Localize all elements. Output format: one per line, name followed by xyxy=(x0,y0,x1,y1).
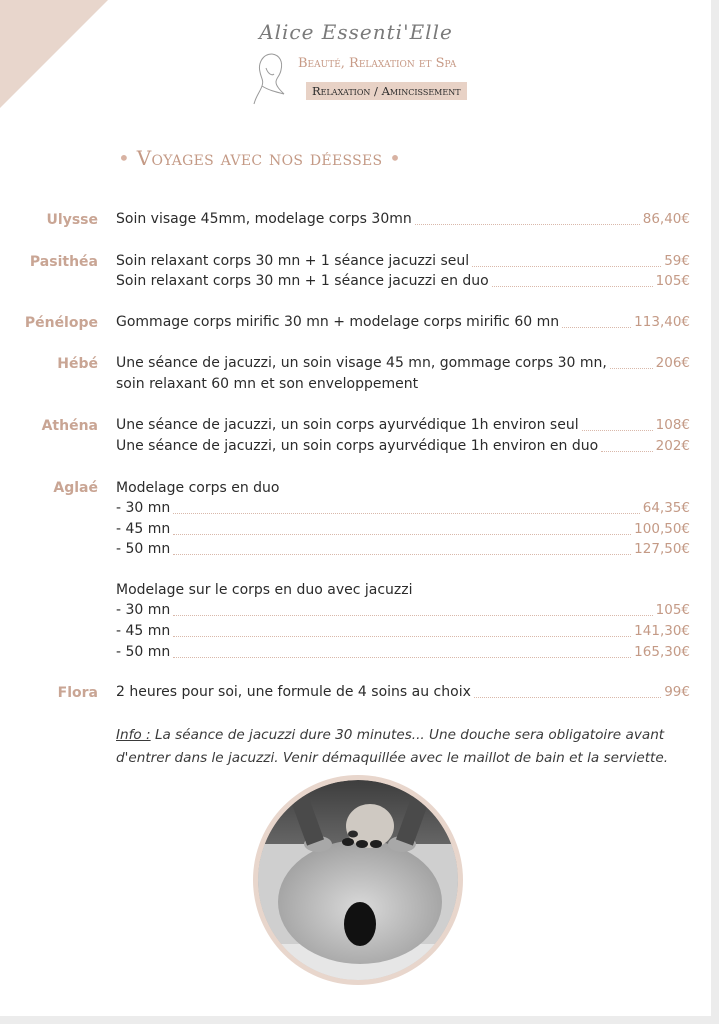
service-price: 99€ xyxy=(664,684,690,700)
dot-leader xyxy=(610,355,653,369)
info-note xyxy=(116,724,696,770)
price-row xyxy=(116,521,690,541)
price-row xyxy=(116,623,690,643)
service-price: 202€ xyxy=(655,438,690,454)
dot-leader xyxy=(415,211,640,225)
massage-photo xyxy=(252,774,464,986)
brand-tag: Relaxation / Amincissement xyxy=(306,82,467,100)
dot-leader xyxy=(173,623,631,637)
service-price: 113,40€ xyxy=(634,314,690,330)
service-label: Soin relaxant corps 30 mn + 1 séance jacuzzi en duo xyxy=(116,273,489,289)
service-label: Une séance de jacuzzi, un soin corps ayurvédique 1h environ seul xyxy=(116,417,579,433)
service-label: Une séance de jacuzzi, un soin visage 45 mn, gommage corps 30 mn, xyxy=(116,355,607,371)
service-label: Soin visage 45mm, modelage corps 30mn xyxy=(116,211,412,227)
service-label: - 50 mn xyxy=(116,541,171,557)
service-label: Soin relaxant corps 30 mn + 1 séance jacuzzi seul xyxy=(116,253,470,269)
service-price: 64,35€ xyxy=(642,500,690,516)
service-price: 105€ xyxy=(655,602,690,618)
service-label: - 50 mn xyxy=(116,644,171,660)
title-bullet-left: • xyxy=(118,146,131,170)
dot-leader xyxy=(173,644,631,658)
dot-leader xyxy=(582,417,653,431)
service-label: Une séance de jacuzzi, un soin corps ayurvédique 1h environ en duo xyxy=(116,438,599,454)
service-label: 2 heures pour soi, une formule de 4 soins au choix xyxy=(116,684,471,700)
service-label: - 30 mn xyxy=(116,602,171,618)
title-bullet-right: • xyxy=(389,146,402,170)
page-edge-right xyxy=(711,0,719,1024)
section-name-hebe: Hébé xyxy=(57,356,98,372)
price-row xyxy=(116,253,690,273)
service-label: - 45 mn xyxy=(116,521,171,537)
dot-leader xyxy=(492,273,653,287)
brand-subtitle: Beauté, Relaxation et Spa xyxy=(298,56,457,71)
corner-decoration xyxy=(0,0,110,110)
price-row xyxy=(116,541,690,561)
page-title xyxy=(118,146,401,170)
brand-logo xyxy=(246,14,466,106)
service-price: 108€ xyxy=(655,417,690,433)
price-row xyxy=(116,314,690,334)
service-price: 86,40€ xyxy=(642,211,690,227)
dot-leader xyxy=(173,541,631,555)
service-price: 127,50€ xyxy=(634,541,690,557)
price-row xyxy=(116,602,690,622)
service-price: 141,30€ xyxy=(634,623,690,639)
price-row xyxy=(116,355,690,375)
page-edge-bottom xyxy=(0,1016,719,1024)
section-name-athena: Athéna xyxy=(41,418,98,434)
subsection-heading: Modelage corps en duo xyxy=(116,480,280,496)
service-price: 100,50€ xyxy=(634,521,690,537)
service-price: 105€ xyxy=(655,273,690,289)
woman-silhouette-icon xyxy=(250,50,294,106)
title-text: Voyages avec nos déesses xyxy=(136,146,383,170)
brand-name: Alice Essenti'Elle xyxy=(259,20,453,44)
service-price: 206€ xyxy=(655,355,690,371)
price-row xyxy=(116,417,690,437)
price-row xyxy=(116,684,690,704)
info-label: Info : xyxy=(116,727,151,743)
dot-leader xyxy=(472,253,661,267)
service-label: - 30 mn xyxy=(116,500,171,516)
dot-leader xyxy=(601,438,652,452)
dot-leader xyxy=(173,521,631,535)
price-row xyxy=(116,211,690,231)
dot-leader xyxy=(173,602,652,616)
section-name-flora: Flora xyxy=(57,685,98,701)
section-name-ulysse: Ulysse xyxy=(46,212,98,228)
service-label: Gommage corps mirific 30 mn + modelage corps mirific 60 mn xyxy=(116,314,560,330)
section-name-penelope: Pénélope xyxy=(24,315,98,331)
dot-leader xyxy=(562,314,631,328)
service-price: 165,30€ xyxy=(634,644,690,660)
dot-leader xyxy=(173,500,639,514)
service-label: - 45 mn xyxy=(116,623,171,639)
price-row xyxy=(116,644,690,664)
service-label-continuation: soin relaxant 60 mn et son enveloppement xyxy=(116,376,419,392)
price-row xyxy=(116,438,690,458)
service-price: 59€ xyxy=(664,253,690,269)
subsection-heading: Modelage sur le corps en duo avec jacuzzi xyxy=(116,582,413,598)
info-text: La séance de jacuzzi dure 30 minutes... Une douche sera obligatoire avant d'entrer dans le jacuzzi. Venir démaquillée avec le maillot de bain et la serviette. xyxy=(116,727,669,766)
dot-leader xyxy=(474,684,661,698)
price-row xyxy=(116,500,690,520)
section-name-aglae: Aglaé xyxy=(53,480,98,496)
section-name-pasithea: Pasithéa xyxy=(29,254,98,270)
price-row xyxy=(116,273,690,293)
